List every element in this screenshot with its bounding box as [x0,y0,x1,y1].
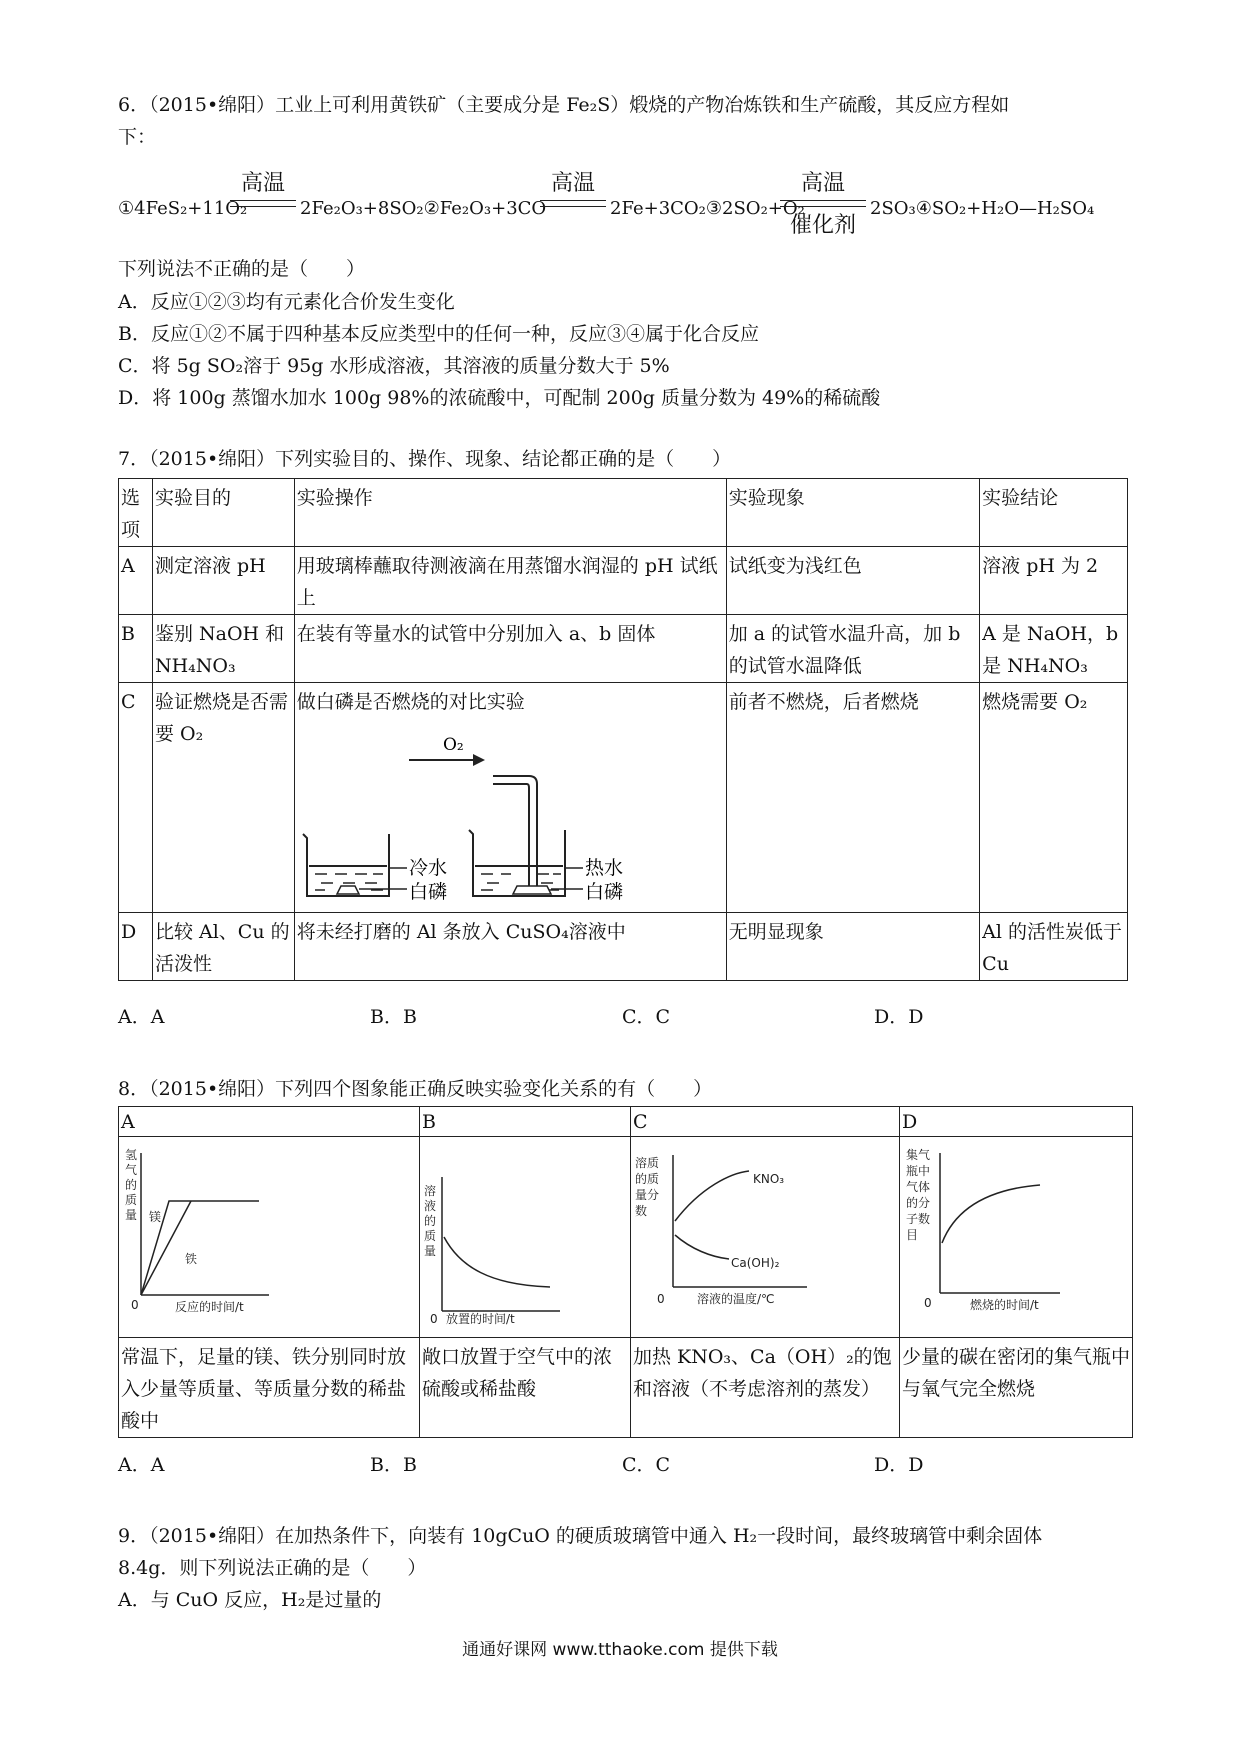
svg-text:铁: 铁 [185,1252,198,1266]
row-a-phenomenon: 试纸变为浅红色 [726,547,979,615]
table-header-row [119,479,1128,547]
q7-answer-d[interactable]: D．D [874,1006,924,1028]
row-b-option: B [119,615,153,683]
q6-option-d: D．将 100g 蒸馏水加水 100g 98%的浓硫酸中，可配制 200g 质量分数为 49%的稀硫酸 [118,387,881,409]
table-row [119,547,1128,615]
eq-arrow-3 [780,200,866,207]
svg-text:反应的时间/t: 反应的时间/t [175,1300,244,1314]
col-label-a: A [119,1107,420,1137]
eq-condition-1: 高温 [240,171,285,196]
row-c-option: C [119,683,153,913]
desc-a: 常温下，足量的镁、铁分别同时放入少量等质量、等质量分数的稀盐酸中 [119,1338,420,1438]
q7-answer-b[interactable]: B．B [370,1006,417,1028]
svg-text:量: 量 [424,1244,437,1258]
header-operation: 实验操作 [294,479,726,547]
eq-reaction1-left: ①4FeS₂+11O₂ [118,198,248,219]
svg-text:0: 0 [131,1298,139,1312]
row-c-purpose: 验证燃烧是否需要 O₂ [152,683,294,913]
q6-option-a: A．反应①②③均有元素化合价发生变化 [118,291,455,313]
label-white-p2: 白磷 [584,881,623,903]
table-row [119,913,1128,981]
svg-text:的分: 的分 [906,1196,931,1210]
row-d-operation: 将未经打磨的 Al 条放入 CuSO₄溶液中 [294,913,726,981]
q8-stem: 8．（2015•绵阳）下列四个图象能正确反映实验变化关系的有（ ） [118,1078,713,1100]
header-option: 选项 [119,479,153,547]
table-row [119,615,1128,683]
q6-equations [118,172,1128,242]
header-purpose: 实验目的 [152,479,294,547]
row-b-phenomenon: 加 a 的试管水温升高，加 b 的试管水温降低 [726,615,979,683]
svg-text:溶质: 溶质 [635,1156,660,1170]
svg-text:燃烧的时间/t: 燃烧的时间/t [970,1298,1039,1312]
combustion-experiment-figure [297,718,717,908]
q7-stem: 7．（2015•绵阳）下列实验目的、操作、现象、结论都正确的是（ ） [118,448,732,470]
q8-answer-a[interactable]: A．A [118,1454,165,1476]
graph-d-curve [942,1185,1040,1243]
graph-c-kno3-curve [675,1171,749,1221]
q7-answer-a[interactable]: A．A [118,1006,165,1028]
graph-b [420,1137,630,1327]
q8-answer-c[interactable]: C．C [622,1454,671,1476]
eq-arrow-1 [230,200,296,207]
label-hot-water: 热水 [584,857,623,879]
svg-text:0: 0 [430,1312,438,1326]
graph-c [631,1137,899,1327]
eq-reaction3-right: 2SO₃④SO₂+H₂O—H₂SO₄ [870,198,1095,219]
graph-b-curve [444,1237,550,1287]
q8-answer-b[interactable]: B．B [370,1454,417,1476]
oxygen-tube [493,776,537,886]
svg-text:数: 数 [635,1204,648,1218]
row-c-operation-cell [294,683,726,913]
svg-text:0: 0 [657,1292,665,1306]
q8-table [118,1106,1133,1438]
eq-condition-3-bottom: 催化剂 [789,213,856,238]
col-label-d: D [900,1107,1133,1137]
svg-text:溶: 溶 [424,1184,437,1198]
row-a-conclusion: 溶液 pH 为 2 [980,547,1128,615]
eq-reaction2-right: 2Fe+3CO₂③2SO₂+O₂ [610,198,805,219]
desc-d: 少量的碳在密闭的集气瓶中与氧气完全燃烧 [900,1338,1133,1438]
q8-answer-d[interactable]: D．D [874,1454,924,1476]
svg-text:气体: 气体 [906,1180,931,1194]
graph-a [119,1137,419,1327]
row-d-conclusion: Al 的活性炭低于 Cu [980,913,1128,981]
svg-text:质: 质 [125,1193,138,1207]
q7-answer-c[interactable]: C．C [622,1006,671,1028]
label-cold-water: 冷水 [408,857,447,879]
svg-text:气: 气 [125,1163,138,1177]
svg-text:目: 目 [906,1228,919,1242]
row-a-operation: 用玻璃棒蘸取待测液滴在用蒸馏水润湿的 pH 试纸上 [294,547,726,615]
q6-stem-line2: 下： [118,126,157,148]
q6-option-b: B．反应①②不属于四种基本反应类型中的任何一种，反应③④属于化合反应 [118,323,759,345]
eq-arrow-2 [540,200,606,207]
row-b-conclusion: A 是 NaOH，b 是 NH₄NO₃ [980,615,1128,683]
q6-question: 下列说法不正确的是（ ） [118,258,366,280]
q9-stem-line1: 9．（2015•绵阳）在加热条件下，向装有 10gCuO 的硬质玻璃管中通入 H₂一段时间，最终玻璃管中剩余固体 [118,1525,1043,1547]
row-a-purpose: 测定溶液 pH [152,547,294,615]
header-conclusion: 实验结论 [980,479,1128,547]
svg-text:液: 液 [424,1199,437,1213]
graph-d [900,1137,1132,1327]
svg-text:的质: 的质 [635,1172,660,1186]
arrow-icon [473,754,485,766]
row-c-conclusion: 燃烧需要 O₂ [980,683,1128,913]
q9-stem-line2: 8.4g．则下列说法正确的是（ ） [118,1557,427,1579]
svg-text:的: 的 [125,1178,138,1192]
white-phosphorus-1 [337,886,359,894]
eq-condition-2: 高温 [550,171,595,196]
svg-text:0: 0 [924,1296,932,1310]
q6-option-c: C．将 5g SO₂溶于 95g 水形成溶液，其溶液的质量分数大于 5% [118,355,670,377]
svg-text:KNO₃: KNO₃ [753,1172,785,1186]
row-b-purpose: 鉴别 NaOH 和 NH₄NO₃ [152,615,294,683]
row-c-phenomenon: 前者不燃烧，后者燃烧 [726,683,979,913]
table-row [119,683,1128,913]
col-label-c: C [631,1107,900,1137]
white-phosphorus-2 [513,886,551,894]
row-b-operation: 在装有等量水的试管中分别加入 a、b 固体 [294,615,726,683]
svg-text:瓶中: 瓶中 [906,1164,931,1178]
desc-c: 加热 KNO₃、Ca（OH）₂的饱和溶液（不考虑溶剂的蒸发） [631,1338,900,1438]
eq-reaction1-right: 2Fe₂O₃+8SO₂②Fe₂O₃+3CO [300,198,547,219]
row-d-option: D [119,913,153,981]
header-phenomenon: 实验现象 [726,479,979,547]
graph-c-caoh2-curve [675,1235,729,1259]
svg-text:镁: 镁 [149,1210,162,1224]
eq-condition-3-top: 高温 [800,171,845,196]
row-c-operation: 做白磷是否燃烧的对比实验 [296,691,525,713]
description-row [119,1338,1133,1438]
svg-text:氢: 氢 [125,1148,138,1162]
svg-text:溶液的温度/℃: 溶液的温度/℃ [697,1292,775,1306]
row-d-purpose: 比较 Al、Cu 的活泼性 [152,913,294,981]
svg-text:质: 质 [424,1229,437,1243]
graph-row [119,1137,1133,1338]
svg-text:量: 量 [125,1208,138,1222]
svg-text:量分: 量分 [635,1188,660,1202]
col-label-b: B [420,1107,631,1137]
page-footer: 通通好课网 www.tthaoke.com 提供下载 [462,1640,778,1660]
table-header-row [119,1107,1133,1137]
row-d-phenomenon: 无明显现象 [726,913,979,981]
svg-text:Ca(OH)₂: Ca(OH)₂ [731,1256,780,1270]
q6-stem-line1: 6．（2015•绵阳）工业上可利用黄铁矿（主要成分是 Fe₂S）煅烧的产物冶炼铁和生产硫酸，其反应方程如 [118,94,1010,116]
svg-text:的: 的 [424,1214,437,1228]
desc-b: 敞口放置于空气中的浓硫酸或稀盐酸 [420,1338,631,1438]
q7-table [118,478,1128,981]
row-a-option: A [119,547,153,615]
label-white-p1: 白磷 [408,881,447,903]
svg-text:集气: 集气 [906,1148,931,1162]
q9-option-a: A．与 CuO 反应，H₂是过量的 [118,1589,382,1611]
label-o2: O₂ [442,735,464,755]
svg-text:放置的时间/t: 放置的时间/t [446,1312,515,1326]
svg-text:子数: 子数 [906,1212,931,1226]
